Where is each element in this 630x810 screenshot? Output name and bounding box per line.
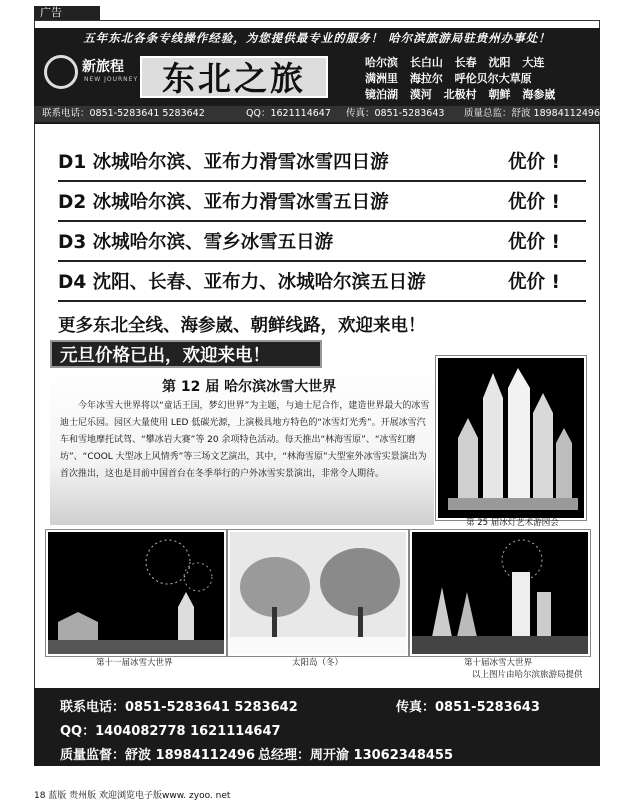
- photo-credit: 以上图片由哈尔滨旅游局提供: [472, 670, 583, 680]
- logo-subtitle: NEW JOURNEY: [84, 76, 139, 83]
- feature-title: 第 12 届 哈尔滨冰雪大世界: [162, 379, 337, 395]
- divider: [58, 260, 586, 262]
- ad-label: 广告: [34, 6, 100, 20]
- destinations-row-1: 哈尔滨 长白山 长春 沈阳 大连: [365, 56, 545, 69]
- photo-caption-3: 第十届冰雪大世界: [464, 658, 533, 668]
- tour-d1-price: 优价 !: [508, 152, 560, 173]
- tour-d3: D3 冰城哈尔滨、雪乡冰雪五日游: [58, 232, 334, 253]
- footer-supervisor: 质量监督：舒波 18984112496: [60, 748, 256, 763]
- company-name: 贵州神州旅行社有限公司: [436, 767, 569, 777]
- header-fax: 传真：0851-5283643: [346, 108, 445, 119]
- header-qq: QQ：1621114647: [246, 108, 331, 119]
- destinations-row-2: 满洲里 海拉尔 呼伦贝尔大草原: [365, 72, 532, 85]
- logo-icon: [44, 55, 78, 89]
- tour-d2-price: 优价 !: [508, 192, 560, 213]
- footer-fax: 传真：0851-5283643: [396, 700, 540, 715]
- tour-d4-price: 优价 !: [508, 272, 560, 293]
- top-photo-caption: 第 25 届冰灯艺术游园会: [466, 518, 559, 528]
- more-routes: 更多东北全线、海参崴、朝鲜线路，欢迎来电！: [58, 316, 426, 336]
- tour-d1: D1 冰城哈尔滨、亚布力滑雪冰雪四日游: [58, 152, 389, 173]
- fireworks-icon: [48, 532, 224, 654]
- ice-tower-icon: [412, 532, 588, 654]
- divider: [58, 300, 586, 302]
- new-year-banner: 元旦价格已出，欢迎来电！: [50, 340, 322, 368]
- tour-d3-price: 优价 !: [508, 232, 560, 253]
- ice-world-11-photo: [46, 530, 226, 656]
- divider: [58, 180, 586, 182]
- header-phone: 联系电话：0851-5283641 5283642: [42, 108, 205, 119]
- header-supervisor: 质量总监：舒波 18984112496: [464, 108, 601, 119]
- slogan: 五年东北各条专线操作经验，为您提供最专业的服务！ 哈尔滨旅游局驻贵州办事处！: [83, 31, 551, 45]
- ice-world-10-photo: [410, 530, 590, 656]
- sun-island-photo: [228, 530, 408, 656]
- footer-manager: 总经理：周开渝 13062348455: [258, 748, 454, 763]
- header-contact-strip: [34, 106, 600, 122]
- photo-caption-2: 太阳岛（冬）: [292, 658, 344, 668]
- footer-qq: QQ：1404082778 1621114647: [60, 724, 281, 739]
- footer-phone: 联系电话：0851-5283641 5283642: [60, 700, 298, 715]
- brand-title: 东北之旅: [140, 56, 328, 98]
- ice-castle-photo: [436, 356, 586, 520]
- photo-caption-1: 第十一届冰雪大世界: [96, 658, 173, 668]
- tour-d4: D4 沈阳、长春、亚布力、冰城哈尔滨五日游: [58, 272, 426, 293]
- ice-castle-icon: [438, 358, 584, 518]
- destinations-row-3: 镜泊湖 漠河 北极村 朝鲜 海参崴: [365, 88, 556, 101]
- tour-d2: D2 冰城哈尔滨、亚布力滑雪冰雪五日游: [58, 192, 389, 213]
- feature-description: 今年冰雪大世界将以“童话王国，梦幻世界”为主题，与迪士尼合作，建造世界最大的冰雪迪士尼乐园。园区大量使用 LED 低碳光源，上演极具地方特色的“冰雪灯光秀”。开展冰雪汽车和雪地摩托试驾、“攀冰岩大赛”等 20 余项特色活动。每天推出“林海雪原”、“冰雪红磨坊”、“COOL 大型冰上风情秀”等三场文艺演出，其中，“林海雪原”大型室外冰雪实景演出为首次推出，这也是目前中国首台在冬季举行的户外冰雪实景演出，非常令人期待。: [60, 401, 430, 479]
- snow-tree-icon: [230, 532, 406, 654]
- logo-text: 新旅程: [82, 59, 124, 75]
- divider: [58, 220, 586, 222]
- page-footer: 18 蓝版 贵州版 欢迎浏览电子版www. zyoo. net: [34, 791, 231, 801]
